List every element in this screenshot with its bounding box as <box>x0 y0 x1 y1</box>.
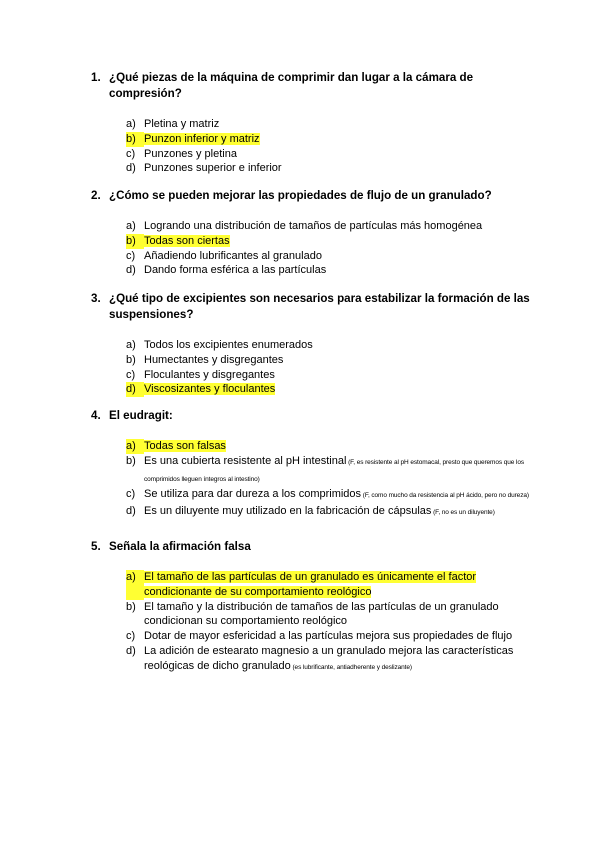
option-letter: c) <box>126 488 136 501</box>
option-text: Logrando una distribución de tamaños de partículas más homogénea <box>144 220 483 232</box>
option-text: Humectantes y disgregantes <box>144 353 284 366</box>
option-b <box>126 234 531 249</box>
question-text: ¿Qué tipo de excipientes son necesarios para estabilizar la formación de las suspensiones? <box>109 292 530 321</box>
option-text: Dotar de mayor esfericidad a las partículas mejora sus propiedades de flujo <box>144 630 513 643</box>
option-note: (F, como mucho da resistencia al pH ácido, pero no dureza) <box>361 492 529 500</box>
option-letter: a) <box>126 570 144 600</box>
question-text: El eudragit: <box>109 409 173 422</box>
option-letter: b) <box>126 454 136 467</box>
option-a <box>126 570 531 600</box>
option-letter: d) <box>126 505 136 518</box>
option-c <box>126 487 531 504</box>
option-c <box>126 147 531 162</box>
option-text: Punzones superior e inferior <box>144 162 282 175</box>
question-number: 1. <box>91 71 101 84</box>
option-text: Dando forma esférica a las partículas <box>144 264 327 277</box>
option-c <box>126 368 531 383</box>
option-d <box>126 504 531 521</box>
option-letter: c) <box>126 147 136 160</box>
question-1 <box>91 70 531 176</box>
option-letter: c) <box>126 368 136 381</box>
option-note: (F, es resistente al pH estomacal, presto que queremos que los comprimidos lleguen íntegros al intestino) <box>144 458 524 483</box>
option-text: Es un diluyente muy utilizado en la fabricación de cápsulas <box>144 505 432 518</box>
option-letter: a) <box>126 439 144 454</box>
answer-options <box>91 570 531 676</box>
option-c <box>126 249 531 264</box>
question-text: ¿Qué piezas de la máquina de comprimir dan lugar a la cámara de compresión? <box>109 71 474 100</box>
question-number: 5. <box>91 540 101 553</box>
option-d <box>126 382 531 397</box>
option-a <box>126 338 531 353</box>
option-a <box>126 439 531 454</box>
option-note: (F, no es un diluyente) <box>431 509 495 517</box>
option-note: (es lubrificante, antiadherente y deslizante) <box>290 663 412 671</box>
option-text: La adición de estearato magnesio a un granulado mejora las características reológicas de dicho granulado <box>144 644 514 672</box>
option-letter: a) <box>126 118 136 130</box>
option-d <box>126 161 531 176</box>
question-number: 4. <box>91 409 101 422</box>
question-number: 2. <box>91 189 101 202</box>
question-number: 3. <box>91 292 101 305</box>
option-text-highlighted: Todas son ciertas <box>144 234 230 247</box>
option-letter: d) <box>126 162 136 175</box>
option-text-highlighted: El tamaño de las partículas de un granulado es únicamente el factor condicionante de su comportamiento reológico <box>144 571 477 598</box>
option-letter: b) <box>126 600 136 613</box>
option-text-highlighted: Todas son falsas <box>144 440 226 452</box>
answer-options <box>91 338 531 397</box>
answer-options <box>91 439 531 521</box>
question-text: ¿Cómo se pueden mejorar las propiedades de flujo de un granulado? <box>109 189 492 202</box>
answer-options <box>91 219 531 278</box>
option-text: Es una cubierta resistente al pH intestinal <box>144 454 347 467</box>
option-a <box>126 117 531 132</box>
option-text: El tamaño y la distribución de tamaños de las partículas de un granulado condicionan su comportamiento reológico <box>144 600 499 628</box>
question-4 <box>91 408 531 521</box>
option-letter: d) <box>126 382 144 397</box>
option-text: Pletina y matriz <box>144 118 220 130</box>
option-letter: b) <box>126 234 144 249</box>
option-d <box>126 644 531 676</box>
option-text: Se utiliza para dar dureza a los comprimidos <box>144 488 362 501</box>
option-letter: d) <box>126 644 136 657</box>
option-letter: c) <box>126 630 136 643</box>
option-c <box>126 629 531 644</box>
question-text: Señala la afirmación falsa <box>109 540 251 553</box>
answer-options <box>91 117 531 176</box>
question-5 <box>91 539 531 676</box>
option-letter: a) <box>126 339 136 351</box>
option-text: Punzones y pletina <box>144 147 237 160</box>
option-text: Floculantes y disgregantes <box>144 368 275 381</box>
option-a <box>126 219 531 234</box>
question-3 <box>91 291 531 397</box>
option-letter: b) <box>126 353 136 366</box>
option-d <box>126 263 531 278</box>
option-letter: a) <box>126 220 136 232</box>
option-text-highlighted: Punzon inferior y matriz <box>144 132 260 145</box>
option-letter: c) <box>126 249 136 262</box>
option-b <box>126 132 531 147</box>
option-b <box>126 454 531 488</box>
option-text: Todos los excipientes enumerados <box>144 339 313 351</box>
option-text-highlighted: Viscosizantes y floculantes <box>144 383 276 396</box>
option-text: Añadiendo lubrificantes al granulado <box>144 249 322 262</box>
option-letter: d) <box>126 264 136 277</box>
question-2 <box>91 188 531 278</box>
option-b <box>126 353 531 368</box>
option-letter: b) <box>126 132 144 147</box>
option-b <box>126 600 531 630</box>
